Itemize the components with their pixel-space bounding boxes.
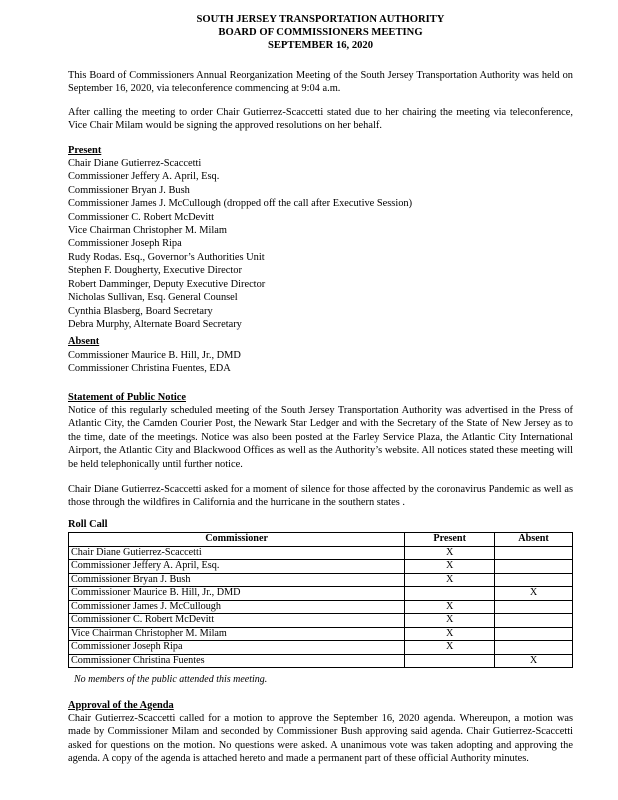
- column-header-absent: Absent: [495, 533, 573, 547]
- absent-mark-cell: [495, 573, 573, 587]
- present-item: Debra Murphy, Alternate Board Secretary: [68, 318, 242, 330]
- column-header-commissioner: Commissioner: [69, 533, 405, 547]
- present-heading: Present: [68, 144, 102, 156]
- absent-list: [68, 349, 573, 376]
- present-item: Commissioner C. Robert McDevitt: [68, 211, 215, 223]
- commissioner-name-cell: Commissioner Jeffery A. April, Esq.: [69, 560, 405, 574]
- table-row: [69, 546, 573, 560]
- present-mark-cell: X: [405, 600, 495, 614]
- present-mark-cell: X: [405, 573, 495, 587]
- table-row: [69, 654, 573, 668]
- teleconference-paragraph: After calling the meeting to order Chair Gutierrez-Scaccetti stated due to her chairing the meeting via teleconference, Vice Chair Milam would be signing the approved resolutions on her behalf.: [68, 106, 573, 132]
- agenda-section: [68, 699, 573, 766]
- absent-section: [68, 335, 573, 375]
- meeting-name: BOARD OF COMMISSIONERS MEETING: [218, 27, 423, 38]
- table-row: [69, 587, 573, 601]
- table-header-row: [69, 533, 573, 547]
- roll-call-heading: Roll Call: [68, 518, 108, 530]
- present-mark-cell: X: [405, 627, 495, 641]
- present-mark-cell: [405, 654, 495, 668]
- absent-item: Commissioner Christina Fuentes, EDA: [68, 363, 231, 375]
- present-item: Stephen F. Dougherty, Executive Director: [68, 265, 242, 277]
- table-row: [69, 627, 573, 641]
- absent-mark-cell: [495, 627, 573, 641]
- present-mark-cell: X: [405, 560, 495, 574]
- present-list: [68, 157, 573, 331]
- present-mark-cell: X: [405, 641, 495, 655]
- table-row: [69, 573, 573, 587]
- public-attendance-note: No members of the public attended this meeting.: [74, 674, 268, 686]
- document-header: [68, 13, 573, 52]
- present-item: Commissioner Bryan J. Bush: [68, 184, 190, 196]
- table-row: [69, 614, 573, 628]
- absent-heading: Absent: [68, 336, 100, 348]
- present-mark-cell: X: [405, 614, 495, 628]
- present-item: Nicholas Sullivan, Esq. General Counsel: [68, 292, 238, 304]
- present-item: Commissioner Joseph Ripa: [68, 238, 182, 250]
- absent-mark-cell: [495, 614, 573, 628]
- moment-of-silence-paragraph: Chair Diane Gutierrez-Scaccetti asked for a moment of silence for those affected by the coronavirus Pandemic as well as those through the wildfires in California and the hurricane in the southern states .: [68, 483, 573, 509]
- intro-paragraph: This Board of Commissioners Annual Reorganization Meeting of the South Jersey Transportation Authority was held on September 16, 2020, via teleconference commencing at 9:04 a.m.: [68, 70, 573, 95]
- absent-mark-cell: [495, 560, 573, 574]
- absent-item: Commissioner Maurice B. Hill, Jr., DMD: [68, 349, 241, 361]
- absent-mark-cell: [495, 641, 573, 655]
- commissioner-name-cell: Commissioner Maurice B. Hill, Jr., DMD: [69, 587, 405, 601]
- present-mark-cell: X: [405, 546, 495, 560]
- public-notice-paragraph: Notice of this regularly scheduled meeting of the South Jersey Transportation Authority was advertised in the Press of Atlantic City, the Camden Courier Post, the Newark Star Ledger and with the Secretary of the State of New Jersey as to the time, date of the meetings. Notice was also been posted at the Farley Service Plaza, the Atlantic City International Airport, the Atlantic City and Blackwood Offices as well as the Authority’s website. All notices stated these meeting will be held telephonically until further notice.: [68, 404, 573, 470]
- present-item: Rudy Rodas. Esq., Governor’s Authorities Unit: [68, 251, 265, 263]
- roll-call-section: [68, 518, 573, 687]
- present-item: Vice Chairman Christopher M. Milam: [68, 225, 227, 237]
- present-section: [68, 144, 573, 332]
- meeting-date: SEPTEMBER 16, 2020: [267, 40, 374, 51]
- commissioner-name-cell: Chair Diane Gutierrez-Scaccetti: [69, 546, 405, 560]
- present-item: Robert Damminger, Deputy Executive Director: [68, 278, 266, 290]
- commissioner-name-cell: Commissioner Bryan J. Bush: [69, 573, 405, 587]
- agenda-paragraph: Chair Gutierrez-Scaccetti called for a motion to approve the September 16, 2020 agenda. Whereupon, a motion was made by Commissioner Milam and seconded by Commissioner Bush approving said agenda. Chair Gutierrez-Scaccetti asked for questions on the motion. No questions were asked. A unanimous vote was taken adopting and approving the agenda. A copy of the agenda is attached hereto and made a permanent part of these official Authority minutes.: [68, 713, 573, 765]
- table-row: [69, 641, 573, 655]
- commissioner-name-cell: Commissioner James J. McCullough: [69, 600, 405, 614]
- present-item: Chair Diane Gutierrez-Scaccetti: [68, 158, 202, 170]
- roll-call-table: [68, 532, 573, 668]
- table-row: [69, 600, 573, 614]
- absent-mark-cell: X: [495, 654, 573, 668]
- commissioner-name-cell: Commissioner Christina Fuentes: [69, 654, 405, 668]
- absent-mark-cell: X: [495, 587, 573, 601]
- present-item: Commissioner James J. McCullough (dropped off the call after Executive Session): [68, 198, 413, 210]
- present-mark-cell: [405, 587, 495, 601]
- table-row: [69, 560, 573, 574]
- authority-name: SOUTH JERSEY TRANSPORTATION AUTHORITY: [196, 14, 445, 25]
- absent-mark-cell: [495, 600, 573, 614]
- public-notice-heading: Statement of Public Notice: [68, 391, 187, 403]
- present-item: Cynthia Blasberg, Board Secretary: [68, 305, 213, 317]
- public-notice-section: [68, 391, 573, 510]
- absent-mark-cell: [495, 546, 573, 560]
- agenda-heading: Approval of the Agenda: [68, 699, 174, 711]
- commissioner-name-cell: Commissioner C. Robert McDevitt: [69, 614, 405, 628]
- commissioner-name-cell: Vice Chairman Christopher M. Milam: [69, 627, 405, 641]
- present-item: Commissioner Jeffery A. April, Esq.: [68, 171, 220, 183]
- minutes-page: [68, 13, 573, 766]
- column-header-present: Present: [405, 533, 495, 547]
- commissioner-name-cell: Commissioner Joseph Ripa: [69, 641, 405, 655]
